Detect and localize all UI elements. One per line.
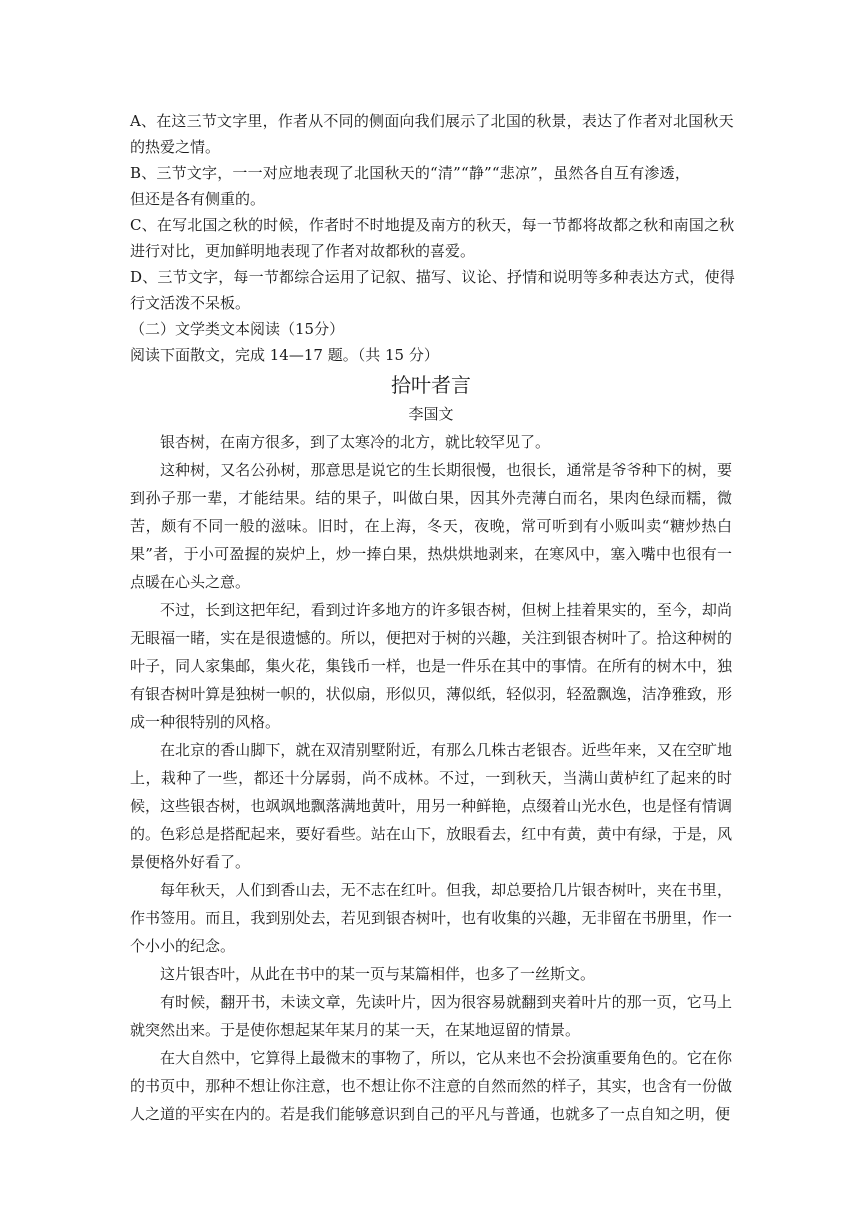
option-c-continuation: 进行对比，更加鲜明地表现了作者对故都秋的喜爱。 [130, 242, 476, 260]
option-c-text: C、在写北国之秋的时候，作者时不时地提及南方的秋天，每一节都将故都之秋和南国之秋 [130, 216, 735, 234]
option-d-continuation: 行文活泼不呆板。 [130, 294, 251, 312]
reading-instruction: 阅读下面散文，完成 14—17 题。（共 15 分） [130, 346, 439, 364]
option-d [130, 264, 736, 316]
option-a-text: A、在这三节文字里，作者从不同的侧面向我们展示了北国的秋景，表达了作者对北国秋天 [130, 112, 734, 130]
essay-author: 李国文 [408, 405, 454, 423]
essay-paragraph: 有时候，翻开书，未读文章，先读叶片，因为很容易就翻到夹着叶片的那一页，它马上就突然出来。于是使你想起某年某月的某一天，在某地逗留的情景。 [130, 993, 732, 1039]
option-b-continuation: 但还是各有侧重的。 [130, 190, 266, 208]
option-b-text: B、三节文字，一一对应地表现了北国秋天的“清”“静”“悲凉”，虽然各自互有渗透， [130, 164, 691, 182]
option-d-text: D、三节文字，每一节都综合运用了记叙、描写、议论、抒情和说明等多种表达方式，使得 [130, 268, 736, 286]
essay-paragraph: 在北京的香山脚下，就在双清别墅附近，有那么几株古老银杏。近些年来，又在空旷地上，栽种了一些，都还十分孱弱，尚不成林。不过，一到秋天，当满山黄栌红了起来的时候，这些银杏树，也飒飒地飘落满地黄叶，用另一种鲜艳，点缀着山光水色，也是怪有情调的。色彩总是搭配起来，要好看些。站在山下，放眼看去，红中有黄，黄中有绿，于是，风景便格外好看了。 [130, 741, 732, 871]
essay-paragraph: 在大自然中，它算得上最微末的事物了，所以，它从来也不会扮演重要角色的。它在你的书页中，那种不想让你注意，也不想让你不注意的自然而然的样子，其实，也含有一份做人之道的平实在内的。若是我们能够意识到自己的平凡与普通，也就多了一点自知之明，便 [130, 1049, 732, 1123]
option-a-continuation: 的热爱之情。 [130, 138, 221, 156]
essay-paragraph: 银杏树，在南方很多，到了太寒冷的北方，就比较罕见了。 [160, 433, 551, 451]
document-page [130, 108, 736, 1128]
option-a [130, 108, 732, 160]
option-c [130, 212, 735, 264]
section-heading: （二）文学类文本阅读（15分） [130, 320, 345, 338]
essay-paragraph: 不过，长到这把年纪，看到过许多地方的许多银杏树，但树上挂着果实的，至今，却尚无眼福一睹，实在是很遗憾的。所以，便把对于树的兴趣，关注到银杏树叶了。拾这种树的叶子，同人家集邮，集火花，集钱币一样，也是一件乐在其中的事情。在所有的树木中，独有银杏树叶算是独树一帜的，状似扇，形似贝，薄似纸，轻似羽，轻盈飘逸，洁净雅致，形成一种很特别的风格。 [130, 601, 732, 731]
option-b [130, 160, 732, 212]
essay-paragraph: 这种树，又名公孙树，那意思是说它的生长期很慢，也很长，通常是爷爷种下的树，要到孙子那一辈，才能结果。结的果子，叫做白果，因其外壳薄白而名，果肉色绿而糯，微苦，颇有不同一般的滋味。旧时，在上海，冬天，夜晚，常可听到有小贩叫卖“糖炒热白果”者，于小可盈握的炭炉上，炒一捧白果，热烘烘地剥来，在寒风中，塞入嘴中也很有一点暖在心头之意。 [130, 461, 732, 591]
essay-title: 拾叶者言 [391, 373, 471, 397]
essay-paragraph: 这片银杏叶，从此在书中的某一页与某篇相伴，也多了一丝斯文。 [160, 965, 596, 983]
essay-paragraph: 每年秋天，人们到香山去，无不志在红叶。但我，却总要拾几片银杏树叶，夹在书里，作书签用。而且，我到别处去，若见到银杏树叶，也有收集的兴趣，无非留在书册里，作一个小小的纪念。 [130, 881, 732, 955]
